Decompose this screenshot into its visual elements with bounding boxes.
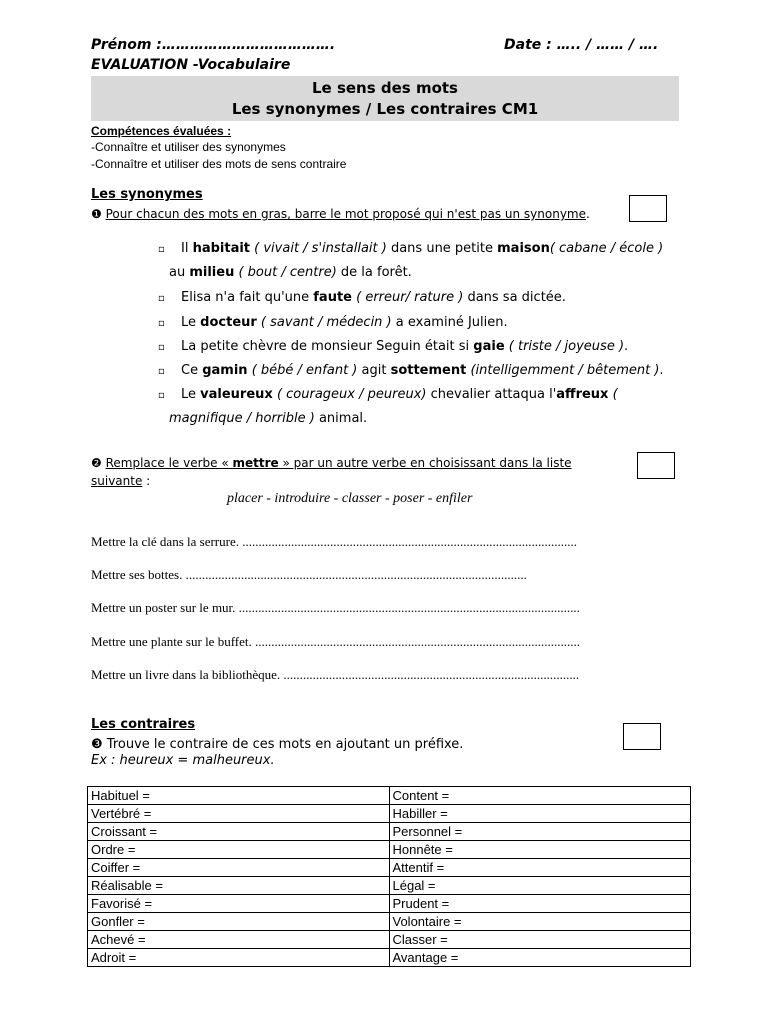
table-cell[interactable]: Personnel = [389, 823, 691, 841]
table-row [88, 787, 691, 805]
bullet-icon: ▫ [158, 366, 165, 377]
evaluation-label: EVALUATION -Vocabulaire [91, 57, 291, 73]
sentence-3: Le docteur ( savant / médecin ) a examiné Julien. [181, 315, 508, 330]
table-cell[interactable]: Habituel = [88, 787, 390, 805]
score-box-2 [637, 452, 675, 479]
table-cell[interactable]: Réalisable = [88, 877, 390, 895]
table-row [88, 823, 691, 841]
bullet-icon: ▫ [158, 342, 165, 353]
mettre-line-1[interactable]: Mettre la clé dans la serrure. ....................................................................................................... [91, 534, 577, 549]
sentence-5: Ce gamin ( bébé / enfant ) agit sottement (intelligemment / bêtement ). [181, 363, 664, 378]
bullet-icon: ▫ [158, 293, 165, 304]
table-cell[interactable]: Favorisé = [88, 895, 390, 913]
table-cell[interactable]: Habiller = [389, 805, 691, 823]
table-cell[interactable]: Ordre = [88, 841, 390, 859]
exercise-2-number: ❷ [91, 456, 102, 470]
sentence-6: Le valeureux ( courageux / peureux) chevalier attaqua l'affreux ( [181, 387, 618, 402]
prenom-field: Prénom :………………………………. [91, 37, 336, 53]
synonymes-instruction [91, 207, 590, 221]
table-row [88, 877, 691, 895]
score-box-3 [623, 723, 661, 750]
table-cell[interactable]: Avantage = [389, 949, 691, 967]
sentence-1: Il habitait ( vivait / s'installait ) dans une petite maison( cabane / école ) [181, 241, 664, 256]
contraires-example: Ex : heureux = malheureux. [91, 753, 275, 768]
mettre-line-3[interactable]: Mettre un poster sur le mur. ......................................................................................................... [91, 600, 580, 615]
competences-heading: Compétences évaluées : [91, 124, 232, 138]
bullet-icon: ▫ [158, 318, 165, 329]
verb-list: placer - introduire - classer - poser - enfiler [227, 491, 473, 506]
table-cell[interactable]: Content = [389, 787, 691, 805]
table-row [88, 931, 691, 949]
table-cell[interactable]: Adroit = [88, 949, 390, 967]
table-cell[interactable]: Coiffer = [88, 859, 390, 877]
table-row [88, 895, 691, 913]
title-banner [91, 76, 679, 121]
sentence-6-continued: magnifique / horrible ) animal. [169, 411, 368, 426]
table-cell[interactable]: Prudent = [389, 895, 691, 913]
table-cell[interactable]: Croissant = [88, 823, 390, 841]
title-line-1: Le sens des mots [312, 79, 458, 97]
table-cell[interactable]: Gonfler = [88, 913, 390, 931]
mettre-line-4[interactable]: Mettre une plante sur le buffet. .................................................................................................... [91, 634, 581, 649]
table-cell[interactable]: Volontaire = [389, 913, 691, 931]
table-row [88, 913, 691, 931]
table-row [88, 859, 691, 877]
score-box-1 [629, 195, 667, 222]
contraires-instruction: ❸ Trouve le contraire de ces mots en ajoutant un préfixe. [91, 737, 464, 752]
table-cell[interactable]: Honnête = [389, 841, 691, 859]
bullet-icon: ▫ [158, 244, 165, 255]
synonymes-heading: Les synonymes [91, 187, 203, 202]
exercise-1-number: ❶ [91, 207, 102, 221]
remplace-instruction-continued: suivante : [91, 474, 151, 488]
table-row [88, 841, 691, 859]
remplace-instruction: ❷ Remplace le verbe « mettre » par un autre verbe en choisissant dans la liste [91, 456, 572, 470]
table-cell[interactable]: Légal = [389, 877, 691, 895]
sentence-2: Elisa n'a fait qu'une faute ( erreur/ rature ) dans sa dictée. [181, 290, 566, 305]
table-row [88, 805, 691, 823]
contraires-table [87, 786, 691, 967]
table-cell[interactable]: Vertébré = [88, 805, 390, 823]
table-cell[interactable]: Achevé = [88, 931, 390, 949]
synonymes-instruction-dot: . [586, 207, 590, 221]
competence-item-2: -Connaître et utiliser des mots de sens contraire [91, 157, 347, 171]
sentence-4: La petite chèvre de monsieur Seguin était si gaie ( triste / joyeuse ). [181, 339, 629, 354]
title-line-2: Les synonymes / Les contraires CM1 [231, 100, 539, 118]
sentence-1-continued: au milieu ( bout / centre) de la forêt. [169, 265, 412, 280]
mettre-line-2[interactable]: Mettre ses bottes. ......................................................................................................... [91, 567, 527, 582]
mettre-line-5[interactable]: Mettre un livre dans la bibliothèque. ........................................................................................... [91, 667, 580, 682]
bullet-icon: ▫ [158, 390, 165, 401]
contraires-heading: Les contraires [91, 717, 196, 732]
date-field: Date : ….. / …… / …. [504, 37, 659, 53]
synonymes-instruction-text: Pour chacun des mots en gras, barre le mot proposé qui n'est pas un synonyme [105, 207, 586, 221]
table-row [88, 949, 691, 967]
table-cell[interactable]: Classer = [389, 931, 691, 949]
competence-item-1: -Connaître et utiliser des synonymes [91, 140, 286, 154]
table-cell[interactable]: Attentif = [389, 859, 691, 877]
